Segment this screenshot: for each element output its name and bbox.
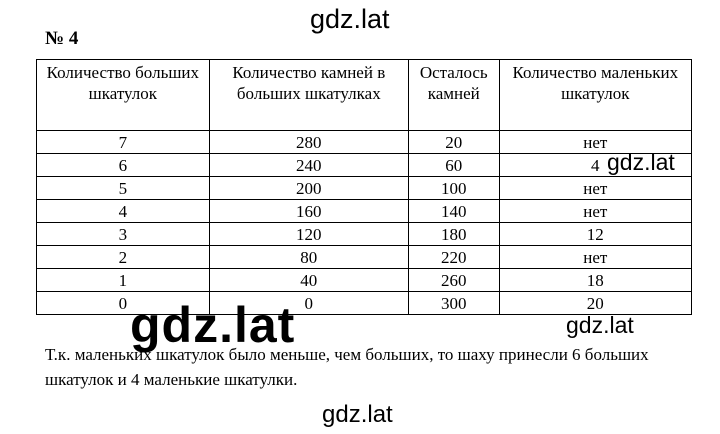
table-cell: 7 [37, 131, 210, 154]
watermark-bottom: gdz.lat [322, 401, 393, 428]
table-row [37, 154, 692, 177]
table-cell: нет [499, 177, 691, 200]
header-small-boxes: Количество маленьких шкатулок [499, 60, 691, 131]
table-cell: 160 [209, 200, 408, 223]
table-header-row [37, 60, 692, 131]
header-big-boxes: Количество больших шкатулок [37, 60, 210, 131]
table-cell: нет [499, 131, 691, 154]
table-cell: 3 [37, 223, 210, 246]
table-row [37, 223, 692, 246]
boxes-table [36, 59, 692, 315]
table-cell: 220 [408, 246, 499, 269]
table-cell: 20 [408, 131, 499, 154]
table-cell: 18 [499, 269, 691, 292]
watermark-top: gdz.lat [310, 4, 390, 34]
table-row [37, 177, 692, 200]
table-row [37, 131, 692, 154]
table-cell: 0 [209, 292, 408, 315]
table-cell: 20 [499, 292, 691, 315]
table-cell: 240 [209, 154, 408, 177]
table-cell: 80 [209, 246, 408, 269]
table-row [37, 269, 692, 292]
table-cell: 60 [408, 154, 499, 177]
header-stones-left: Осталось камней [408, 60, 499, 131]
table-cell: 4 [499, 154, 691, 177]
table-cell: 140 [408, 200, 499, 223]
table-cell: 200 [209, 177, 408, 200]
table-cell: 2 [37, 246, 210, 269]
watermark-right: gdz.lat [607, 149, 675, 175]
table-cell: 120 [209, 223, 408, 246]
table-cell: 1 [37, 269, 210, 292]
table-cell: 300 [408, 292, 499, 315]
table-cell: 280 [209, 131, 408, 154]
table-cell: 180 [408, 223, 499, 246]
table-cell: нет [499, 246, 691, 269]
table-row [37, 246, 692, 269]
table-cell: 260 [408, 269, 499, 292]
watermark-big: gdz.lat [130, 297, 296, 353]
table-cell: 0 [37, 292, 210, 315]
table-cell: 4 [37, 200, 210, 223]
header-stones-in-big-boxes: Количество камней в больших шкатулках [209, 60, 408, 131]
table-cell: 40 [209, 269, 408, 292]
table-row [37, 200, 692, 223]
table-cell: 6 [37, 154, 210, 177]
watermark-lower: gdz.lat [566, 312, 634, 338]
answer-text: Т.к. маленьких шкатулок было меньше, чем больших, то шаху принесли 6 больших шкатулок и 4 маленькие шкатулки. [45, 345, 649, 389]
table-cell: нет [499, 200, 691, 223]
table-cell: 5 [37, 177, 210, 200]
table-cell: 100 [408, 177, 499, 200]
table-cell: 12 [499, 223, 691, 246]
task-number: № 4 [45, 28, 79, 49]
